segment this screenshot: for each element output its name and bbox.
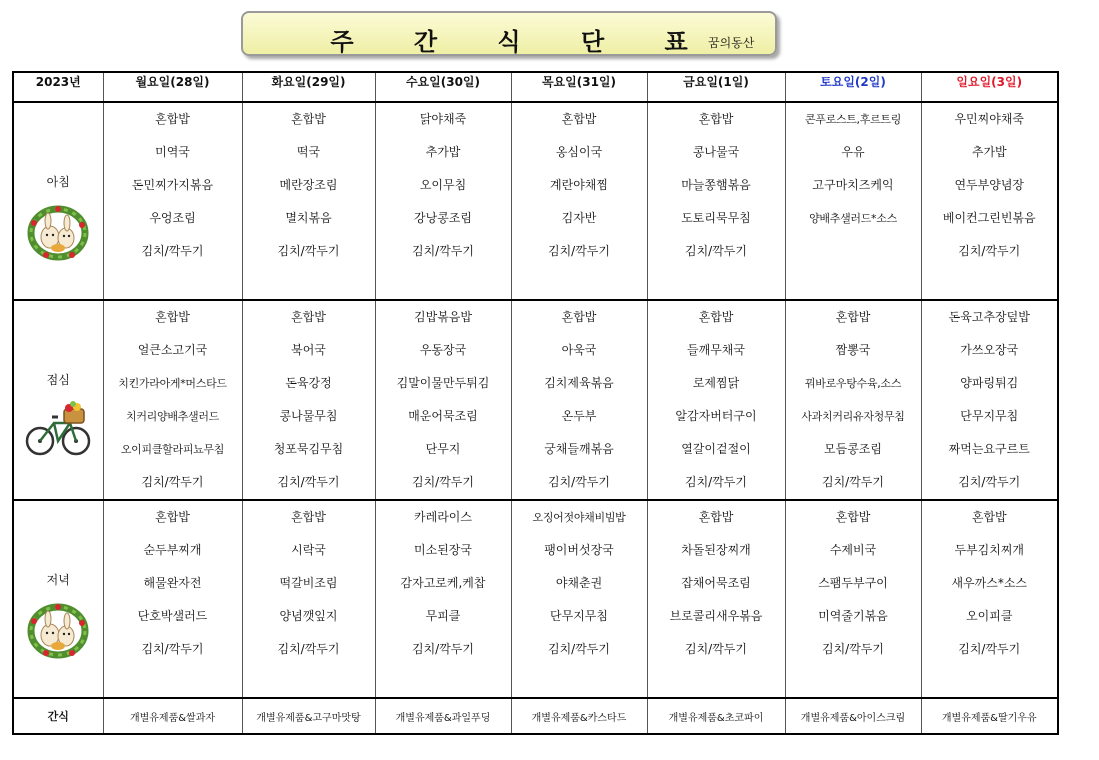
menu-item: 우엉조림 bbox=[149, 211, 196, 225]
year-header: 2023년 bbox=[13, 72, 103, 102]
menu-item: 콩나물무침 bbox=[279, 409, 338, 423]
day-header-wed: 수요일(30일) bbox=[375, 72, 511, 102]
menu-item: 연두부양념장 bbox=[954, 178, 1025, 192]
menu-item: 돈육고추장덮밥 bbox=[948, 310, 1030, 324]
menu-item: 우민찌야채죽 bbox=[954, 112, 1025, 126]
menu-item: 오이무침 bbox=[419, 178, 467, 192]
menu-item: 메란장조림 bbox=[279, 178, 338, 192]
rabbit-wreath-icon bbox=[24, 599, 92, 661]
header-row bbox=[13, 72, 1058, 102]
day-header-mon: 월요일(28일) bbox=[103, 72, 242, 102]
menu-item: 오이피클 bbox=[966, 609, 1013, 623]
menu-item: 강낭콩조림 bbox=[414, 211, 472, 225]
menu-item: 김치/깍두기 bbox=[547, 244, 610, 258]
menu-item: 혼합밥 bbox=[698, 310, 734, 324]
menu-item: 두부김치찌개 bbox=[954, 543, 1025, 557]
menu-cell-thu bbox=[511, 500, 647, 698]
menu-item: 혼합밥 bbox=[698, 510, 734, 524]
menu-item: 혼합밥 bbox=[155, 112, 190, 126]
snack-cell-sun: 개별유제품&딸기우유 bbox=[921, 698, 1058, 734]
snack-cell-wed: 개별유제품&과일푸딩 bbox=[375, 698, 511, 734]
menu-item: 김치/깍두기 bbox=[547, 642, 610, 656]
snack-cell-thu: 개별유제품&카스타드 bbox=[511, 698, 647, 734]
menu-item: 혼합밥 bbox=[155, 510, 190, 524]
meal-row bbox=[13, 300, 1058, 500]
menu-cell-mon bbox=[103, 102, 242, 300]
menu-cell-thu bbox=[511, 102, 647, 300]
menu-item: 옹심이국 bbox=[555, 145, 603, 159]
snack-cell-tue: 개별유제품&고구마맛탕 bbox=[242, 698, 375, 734]
menu-item: 얼큰소고기국 bbox=[137, 343, 208, 357]
bicycle-icon bbox=[24, 399, 92, 461]
day-header-thu: 목요일(31일) bbox=[511, 72, 647, 102]
menu-item: 혼합밥 bbox=[835, 510, 871, 524]
menu-item: 김치/깍두기 bbox=[958, 475, 1021, 489]
menu-item: 우동장국 bbox=[419, 343, 467, 357]
menu-item: 김치/깍두기 bbox=[821, 642, 884, 656]
menu-cell-mon bbox=[103, 500, 242, 698]
meal-row bbox=[13, 102, 1058, 300]
snack-row bbox=[13, 698, 1058, 734]
menu-cell-tue bbox=[242, 500, 375, 698]
rabbit-wreath-icon bbox=[24, 201, 92, 263]
menu-item: 수제비국 bbox=[829, 543, 877, 557]
menu-item: 들깨무채국 bbox=[687, 343, 745, 357]
menu-item: 닭야채죽 bbox=[419, 112, 467, 126]
menu-item: 단무지 bbox=[425, 442, 461, 456]
menu-item: 김치/깍두기 bbox=[684, 642, 747, 656]
menu-item: 꿔바로우탕수육,소스 bbox=[804, 377, 902, 390]
menu-item: 스팸두부구이 bbox=[818, 576, 888, 590]
snack-cell-sat: 개별유제품&아이스크림 bbox=[785, 698, 921, 734]
menu-cell-fri bbox=[647, 500, 785, 698]
menu-item: 돈육강정 bbox=[285, 376, 332, 390]
menu-item: 시락국 bbox=[291, 543, 326, 557]
menu-cell-tue bbox=[242, 102, 375, 300]
menu-item: 아욱국 bbox=[561, 343, 597, 357]
menu-item: 혼합밥 bbox=[291, 310, 326, 324]
menu-cell-sun bbox=[921, 500, 1058, 698]
menu-item: 야채춘권 bbox=[555, 576, 603, 590]
menu-item: 해물완자전 bbox=[143, 576, 202, 590]
menu-item: 단호박샐러드 bbox=[137, 609, 208, 623]
menu-item: 김치/깍두기 bbox=[277, 244, 340, 258]
meal-label: 점심 bbox=[46, 373, 70, 387]
menu-item: 혼합밥 bbox=[155, 310, 190, 324]
menu-item: 김치/깍두기 bbox=[684, 475, 747, 489]
menu-item: 김치/깍두기 bbox=[277, 475, 340, 489]
menu-cell-tue bbox=[242, 300, 375, 500]
menu-item: 김치/깍두기 bbox=[411, 244, 474, 258]
menu-item: 단무지무침 bbox=[550, 609, 608, 623]
menu-cell-thu bbox=[511, 300, 647, 500]
menu-item: 고구마치즈케익 bbox=[812, 178, 894, 192]
menu-item: 궁채들깨볶음 bbox=[544, 442, 614, 456]
day-header-tue: 화요일(29일) bbox=[242, 72, 375, 102]
menu-cell-wed bbox=[375, 300, 511, 500]
menu-item: 혼합밥 bbox=[291, 510, 326, 524]
snack-label: 간식 bbox=[13, 698, 103, 734]
menu-item: 팽이버섯장국 bbox=[544, 543, 614, 557]
menu-cell-sat bbox=[785, 500, 921, 698]
meal-label-cell bbox=[13, 300, 103, 500]
menu-item: 혼합밥 bbox=[835, 310, 871, 324]
menu-item: 양배추샐러드*소스 bbox=[809, 212, 897, 225]
menu-item: 가쓰오장국 bbox=[960, 343, 1019, 357]
snack-cell-mon: 개별유제품&쌀과자 bbox=[103, 698, 242, 734]
menu-cell-sun bbox=[921, 102, 1058, 300]
page-title: 주 간 식 단 표 bbox=[330, 28, 714, 56]
menu-cell-mon bbox=[103, 300, 242, 500]
menu-item: 모듬콩조림 bbox=[824, 442, 882, 456]
menu-item: 멸치볶음 bbox=[285, 211, 332, 225]
menu-item: 콘푸로스트,후르트링 bbox=[804, 113, 902, 126]
facility-name: 꿈의동산 bbox=[708, 36, 755, 50]
menu-item: 양파링튀김 bbox=[960, 376, 1019, 390]
menu-item: 혼합밥 bbox=[561, 310, 597, 324]
menu-item: 오징어젓야채비빔밥 bbox=[532, 511, 626, 524]
menu-item: 혼합밥 bbox=[971, 510, 1007, 524]
menu-item: 잡채어묵조림 bbox=[681, 576, 751, 590]
menu-item: 혼합밥 bbox=[698, 112, 734, 126]
menu-item: 짬뽕국 bbox=[835, 343, 871, 357]
menu-item: 미역줄기볶음 bbox=[818, 609, 888, 623]
menu-item: 돈민찌가지볶음 bbox=[131, 178, 214, 192]
menu-item: 차돌된장찌개 bbox=[681, 543, 751, 557]
menu-item: 김치/깍두기 bbox=[958, 244, 1021, 258]
meal-label: 저녁 bbox=[46, 573, 70, 587]
menu-item: 콩나물국 bbox=[692, 145, 740, 159]
menu-item: 김치/깍두기 bbox=[411, 475, 474, 489]
menu-item: 베이컨그린빈볶음 bbox=[942, 211, 1036, 225]
menu-item: 혼합밥 bbox=[291, 112, 326, 126]
menu-item: 감자고로케,케찹 bbox=[400, 576, 486, 590]
menu-item: 계란야채찜 bbox=[550, 178, 608, 192]
weekly-menu-table bbox=[12, 71, 1059, 735]
menu-item: 마늘쫑햄볶음 bbox=[681, 178, 751, 192]
day-header-sun: 일요일(3일) bbox=[921, 72, 1058, 102]
snack-cell-fri: 개별유제품&초코파이 bbox=[647, 698, 785, 734]
menu-item: 김말이물만두튀김 bbox=[396, 376, 490, 390]
menu-item: 카레라이스 bbox=[414, 510, 472, 524]
meal-row bbox=[13, 500, 1058, 698]
menu-item: 떡국 bbox=[296, 145, 321, 159]
menu-cell-wed bbox=[375, 500, 511, 698]
menu-item: 김치/깍두기 bbox=[958, 642, 1021, 656]
menu-item: 김치/깍두기 bbox=[684, 244, 747, 258]
meal-label-cell bbox=[13, 500, 103, 698]
day-header-sat: 토요일(2일) bbox=[785, 72, 921, 102]
meal-label: 아침 bbox=[46, 175, 70, 189]
menu-item: 순두부찌개 bbox=[143, 543, 202, 557]
menu-item: 김치/깍두기 bbox=[821, 475, 884, 489]
menu-item: 치킨가라아게*머스타드 bbox=[118, 377, 227, 390]
day-header-fri: 금요일(1일) bbox=[647, 72, 785, 102]
menu-item: 무피클 bbox=[425, 609, 461, 623]
menu-item: 로제찜닭 bbox=[692, 376, 740, 390]
menu-item: 김치/깍두기 bbox=[141, 475, 204, 489]
menu-item: 김자반 bbox=[561, 211, 597, 225]
menu-item: 추가밥 bbox=[425, 145, 461, 159]
menu-item: 혼합밥 bbox=[561, 112, 597, 126]
title-banner bbox=[241, 11, 777, 56]
menu-item: 양념깻잎지 bbox=[279, 609, 338, 623]
menu-item: 알감자버터구이 bbox=[675, 409, 757, 423]
menu-item: 온두부 bbox=[561, 409, 597, 423]
menu-cell-fri bbox=[647, 102, 785, 300]
menu-item: 김치/깍두기 bbox=[411, 642, 474, 656]
menu-item: 미소된장국 bbox=[414, 543, 472, 557]
menu-item bbox=[786, 235, 921, 268]
menu-item: 단무지무침 bbox=[960, 409, 1019, 423]
menu-item: 매운어묵조림 bbox=[408, 409, 478, 423]
menu-item: 도토리묵무침 bbox=[681, 211, 751, 225]
menu-item: 김치/깍두기 bbox=[141, 244, 204, 258]
menu-item: 치커리양배추샐러드 bbox=[126, 410, 219, 423]
menu-item: 김밥볶음밥 bbox=[414, 310, 472, 324]
menu-item: 미역국 bbox=[155, 145, 190, 159]
menu-cell-wed bbox=[375, 102, 511, 300]
menu-item: 오이피클할라피뇨무침 bbox=[120, 443, 225, 456]
menu-item: 우유 bbox=[841, 145, 865, 159]
menu-item: 청포묵김무침 bbox=[273, 442, 344, 456]
menu-cell-sat bbox=[785, 300, 921, 500]
menu-item: 사과치커리유자청무침 bbox=[801, 410, 905, 423]
menu-cell-sun bbox=[921, 300, 1058, 500]
menu-item: 짜먹는요구르트 bbox=[948, 442, 1030, 456]
menu-item: 김치/깍두기 bbox=[547, 475, 610, 489]
menu-item: 김치/깍두기 bbox=[277, 642, 340, 656]
menu-item: 북어국 bbox=[291, 343, 326, 357]
menu-item: 떡갈비조림 bbox=[279, 576, 338, 590]
menu-cell-fri bbox=[647, 300, 785, 500]
menu-item: 새우까스*소스 bbox=[951, 576, 1028, 590]
meal-label-cell bbox=[13, 102, 103, 300]
menu-item: 김치/깍두기 bbox=[141, 642, 204, 656]
menu-item: 김치제육볶음 bbox=[544, 376, 614, 390]
menu-cell-sat bbox=[785, 102, 921, 300]
menu-item: 열갈이겉절이 bbox=[681, 442, 751, 456]
menu-item: 추가밥 bbox=[971, 145, 1007, 159]
menu-item: 브로콜리새우볶음 bbox=[669, 609, 763, 623]
